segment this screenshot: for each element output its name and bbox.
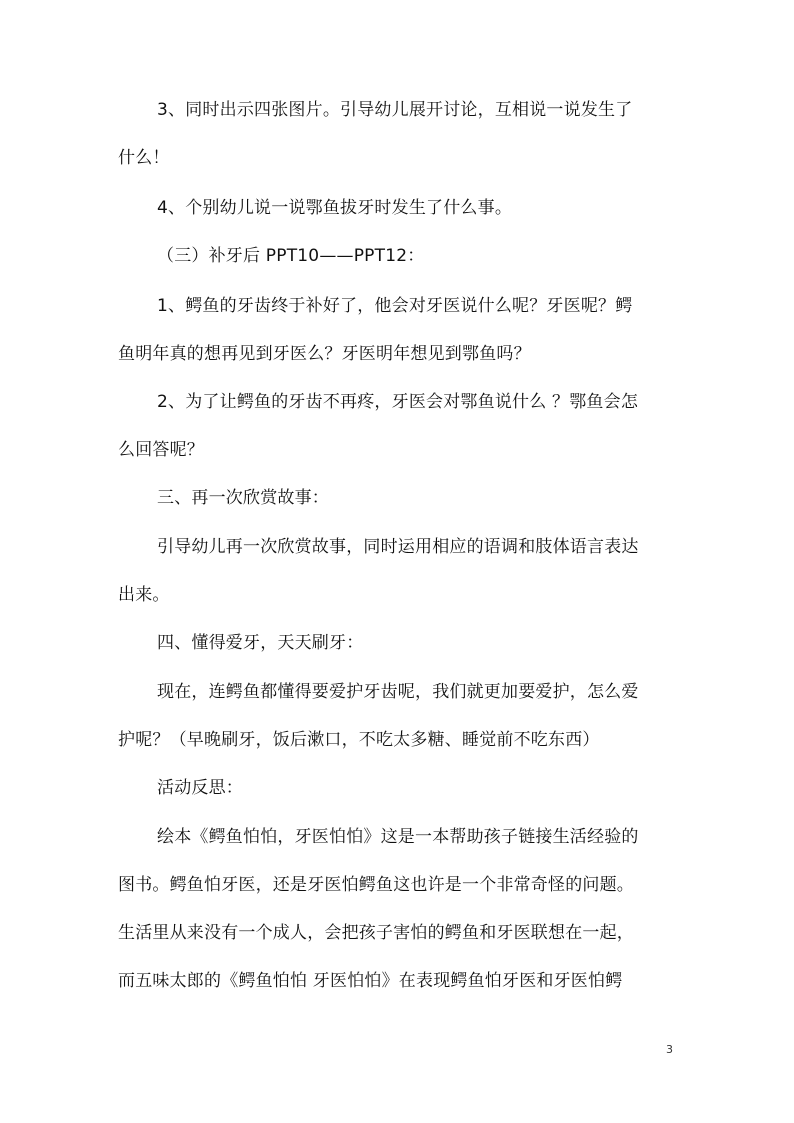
- paragraph-line: 引导幼儿再一次欣赏故事，同时运用相应的语调和肢体语言表达: [157, 537, 639, 557]
- paragraph-line: 4、个别幼儿说一说鄂鱼拔牙时发生了什么事。: [157, 198, 513, 218]
- paragraph-line: 1、鳄鱼的牙齿终于补好了，他会对牙医说什么呢？牙医呢？鳄: [157, 296, 633, 316]
- paragraph-line: 生活里从来没有一个成人，会把孩子害怕的鳄鱼和牙医联想在一起，: [118, 923, 634, 943]
- paragraph-line: 绘本《鳄鱼怕怕，牙医怕怕》这是一本帮助孩子链接生活经验的: [157, 827, 639, 847]
- section-heading: （三）补牙后 PPT10——PPT12：: [157, 246, 425, 266]
- paragraph-line: 图书。鳄鱼怕牙医，还是牙医怕鳄鱼这也许是一个非常奇怪的问题。: [118, 875, 634, 895]
- section-heading: 三、再一次欣赏故事：: [157, 488, 329, 508]
- paragraph-line: 而五味太郎的《鳄鱼怕怕 牙医怕怕》在表现鳄鱼怕牙医和牙医怕鳄: [118, 971, 623, 991]
- section-heading: 活动反思：: [157, 778, 243, 798]
- section-heading: 四、懂得爱牙，天天刷牙：: [157, 633, 364, 653]
- paragraph-line: 什么！: [118, 148, 170, 168]
- paragraph-line: 3、同时出示四张图片。引导幼儿展开讨论，互相说一说发生了: [157, 100, 633, 120]
- paragraph-line: 现在，连鳄鱼都懂得要爱护牙齿呢，我们就更加要爱护，怎么爱: [157, 682, 639, 702]
- page-number: 3: [666, 1043, 673, 1056]
- paragraph-line: 么回答呢？: [118, 440, 204, 460]
- paragraph-line: 2、为了让鳄鱼的牙齿不再疼，牙医会对鄂鱼说什么 ？鄂鱼会怎: [157, 392, 639, 412]
- paragraph-line: 出来。: [118, 585, 170, 605]
- paragraph-line: 护呢？（早晚刷牙，饭后漱口，不吃太多糖、睡觉前不吃东西）: [118, 730, 600, 750]
- paragraph-line: 鱼明年真的想再见到牙医么？牙医明年想见到鄂鱼吗？: [118, 344, 531, 364]
